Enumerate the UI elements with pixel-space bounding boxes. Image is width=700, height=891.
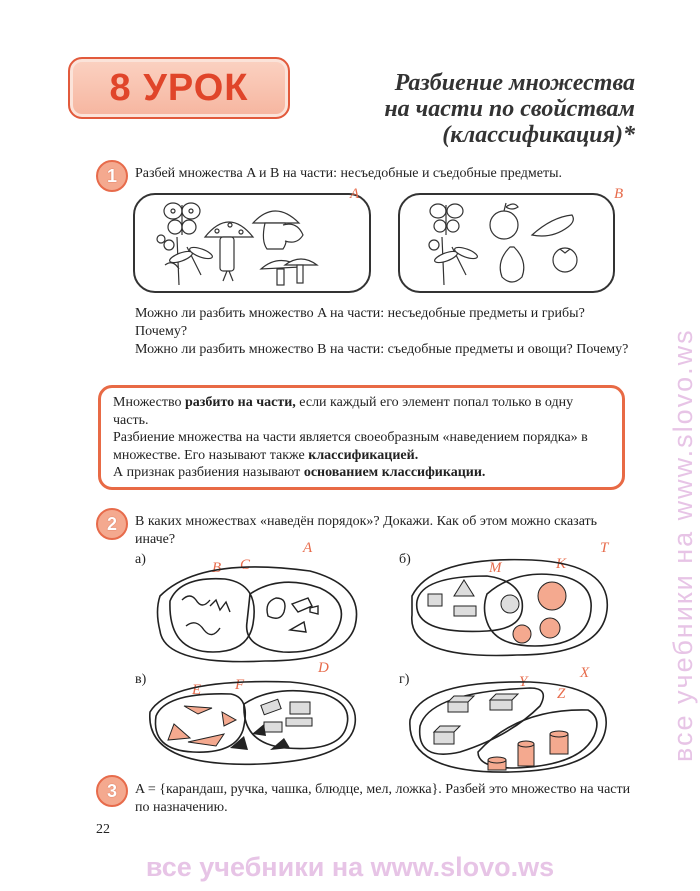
set-a-illustration [135,195,369,291]
task-2-text: В каких множествах «наведён порядок»? Докажи. Как об этом можно сказать иначе? [135,514,598,547]
panel-g-label: г) [399,672,410,687]
panel-v-diagram [140,676,360,768]
set-b-label: B [614,186,624,202]
panel-g-right-label: Z [557,686,566,702]
set-b-picture [398,193,615,293]
panel-g-diagram [402,676,612,776]
def-term-basis: основанием классификации. [303,465,486,480]
panel-b-outer-label: T [600,540,609,556]
panel-a-left-label: B [212,560,222,576]
set-a-picture [133,193,371,293]
title-line-3: (классификация)* [442,122,635,148]
panel-a-diagram [140,556,360,666]
panel-v-right-label: F [235,677,245,693]
task-3-text: A = {карандаш, ручка, чашка, блюдце, мел, ложка}. Разбей это множество на части по назначению. [135,782,631,815]
task-1-question-1: Можно ли разбить множество A на части: несъедобные предметы и грибы? Почему? [135,306,585,339]
panel-a-right-label: C [240,557,251,573]
def-text: если каждый его элемент попал только в одну часть. [113,395,574,428]
def-text: Разбиение множества на части является своеобразным «наведением порядка» в множестве. Его называют также [113,430,588,463]
lesson-badge: 8 УРОК [68,57,290,119]
def-text: Множество [113,395,185,410]
panel-v-outer-label: D [318,660,329,676]
definition-paragraph-1 [113,394,610,429]
task-1-question-2: Можно ли разбить множество B на части: съедобные предметы и овощи? Почему? [135,342,629,357]
panel-b-diagram [402,556,612,666]
watermark-side: все учебники на www.slovo.ws [668,328,698,762]
definition-paragraph-2 [113,429,610,464]
task-3-number: 3 [96,775,128,807]
panel-a-outer-label: A [303,540,313,556]
panel-v-label: в) [135,672,147,687]
lesson-title [300,70,635,148]
def-term-partition: разбито на части, [185,395,296,410]
panel-g-outer-label: X [580,665,590,681]
watermark-bottom: все учебники на www.slovo.ws [145,852,555,882]
panel-g-left-label: Y [519,674,528,690]
def-text: А признак разбиения называют [113,465,304,480]
definition-box [98,385,625,490]
set-a-label: A [350,186,360,202]
panel-a-label: а) [135,552,146,567]
def-term-classification: классификацией. [308,447,419,463]
title-line-2: на части по свойствам [384,96,635,122]
panel-b-right-label: K [556,556,567,572]
definition-paragraph-3 [113,464,610,482]
panel-b-left-label: M [489,560,502,576]
panel-v-left-label: E [192,682,202,698]
panel-b-label: б) [399,552,411,567]
set-b-illustration [400,195,613,291]
page-number: 22 [96,822,110,837]
title-line-1: Разбиение множества [394,70,635,96]
task-1-text: Разбей множества A и B на части: несъедобные и съедобные предметы. [135,166,563,181]
task-2-number: 2 [96,508,128,540]
task-1-number: 1 [96,160,128,192]
